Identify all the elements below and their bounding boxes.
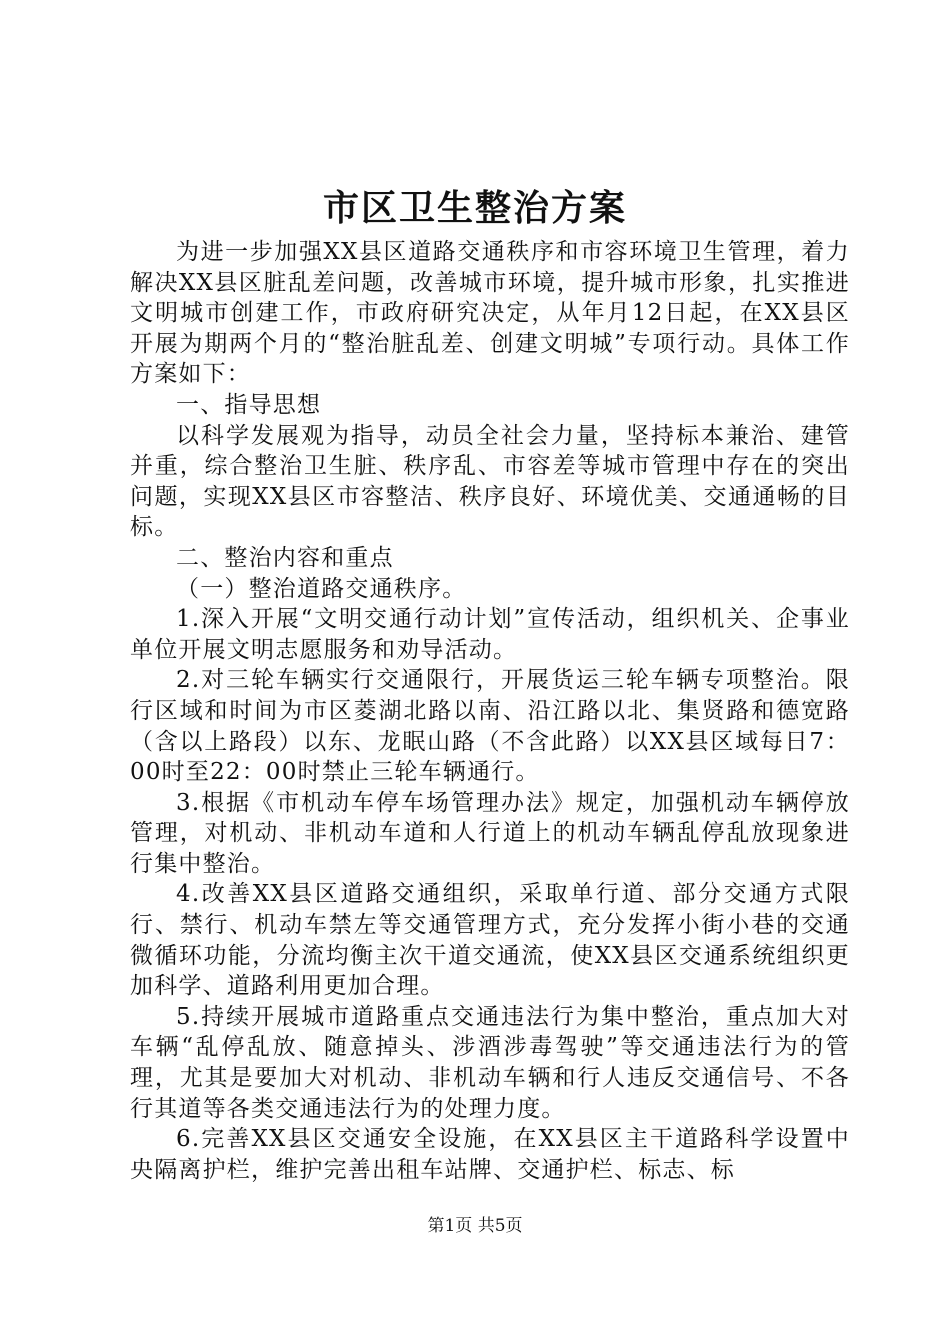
document-body [130,237,850,1185]
list-item-6: 6.完善XX县区交通安全设施，在XX县区主干道路科学设置中央隔离护栏，维护完善出租车站牌、交通护栏、标志、标 [130,1126,850,1183]
list-item-2: 2.对三轮车辆实行交通限行，开展货运三轮车辆专项整治。限行区域和时间为市区菱湖北路以南、沿江路以北、集贤路和德宽路（含以上路段）以东、龙眠山路（不含此路）以XX县区域每日7：00时至22：00时禁止三轮车辆通行。 [130,667,850,786]
list-item-3: 3.根据《市机动车停车场管理办法》规定，加强机动车辆停放管理，对机动、非机动车道和人行道上的机动车辆乱停乱放现象进行集中整治。 [130,789,850,877]
list-item-4: 4.改善XX县区道路交通组织，采取单行道、部分交通方式限行、禁行、机动车禁左等交通管理方式，充分发挥小街小巷的交通微循环功能，分流均衡主次干道交通流，使XX县区交通系统组织更加科学、道路利用更加合理。 [130,881,850,1000]
page-number-footer: 第1页 共5页 [427,1216,523,1236]
heading-guiding-ideology: 一、指导思想 [176,391,322,418]
paragraph-intro: 为进一步加强XX县区道路交通秩序和市容环境卫生管理，着力解决XX县区脏乱差问题，改善城市环境，提升城市形象，扎实推进文明城市创建工作，市政府研究决定，从年月12日起，在XX县区开展为期两个月的“整治脏乱差、创建文明城”专项行动。具体工作方案如下： [130,239,850,388]
list-item-5: 5.持续开展城市道路重点交通违法行为集中整治，重点加大对车辆“乱停乱放、随意掉头、涉酒涉毒驾驶”等交通违法行为的管理，尤其是要加大对机动、非机动车辆和行人违反交通信号、不各行其道等各类交通违法行为的处理力度。 [130,1003,850,1122]
list-item-1: 1.深入开展“文明交通行动计划”宣传活动，组织机关、企事业单位开展文明志愿服务和劝导活动。 [130,606,850,663]
subheading-traffic-order: （一）整治道路交通秩序。 [176,575,467,602]
paragraph-guiding-ideology: 以科学发展观为指导，动员全社会力量，坚持标本兼治、建管并重，综合整治卫生脏、秩序乱、市容差等城市管理中存在的突出问题，实现XX县区市容整洁、秩序良好、环境优美、交通通畅的目标。 [130,422,850,541]
heading-content-focus: 二、整治内容和重点 [176,544,394,571]
document-title: 市区卫生整治方案 [322,187,627,229]
